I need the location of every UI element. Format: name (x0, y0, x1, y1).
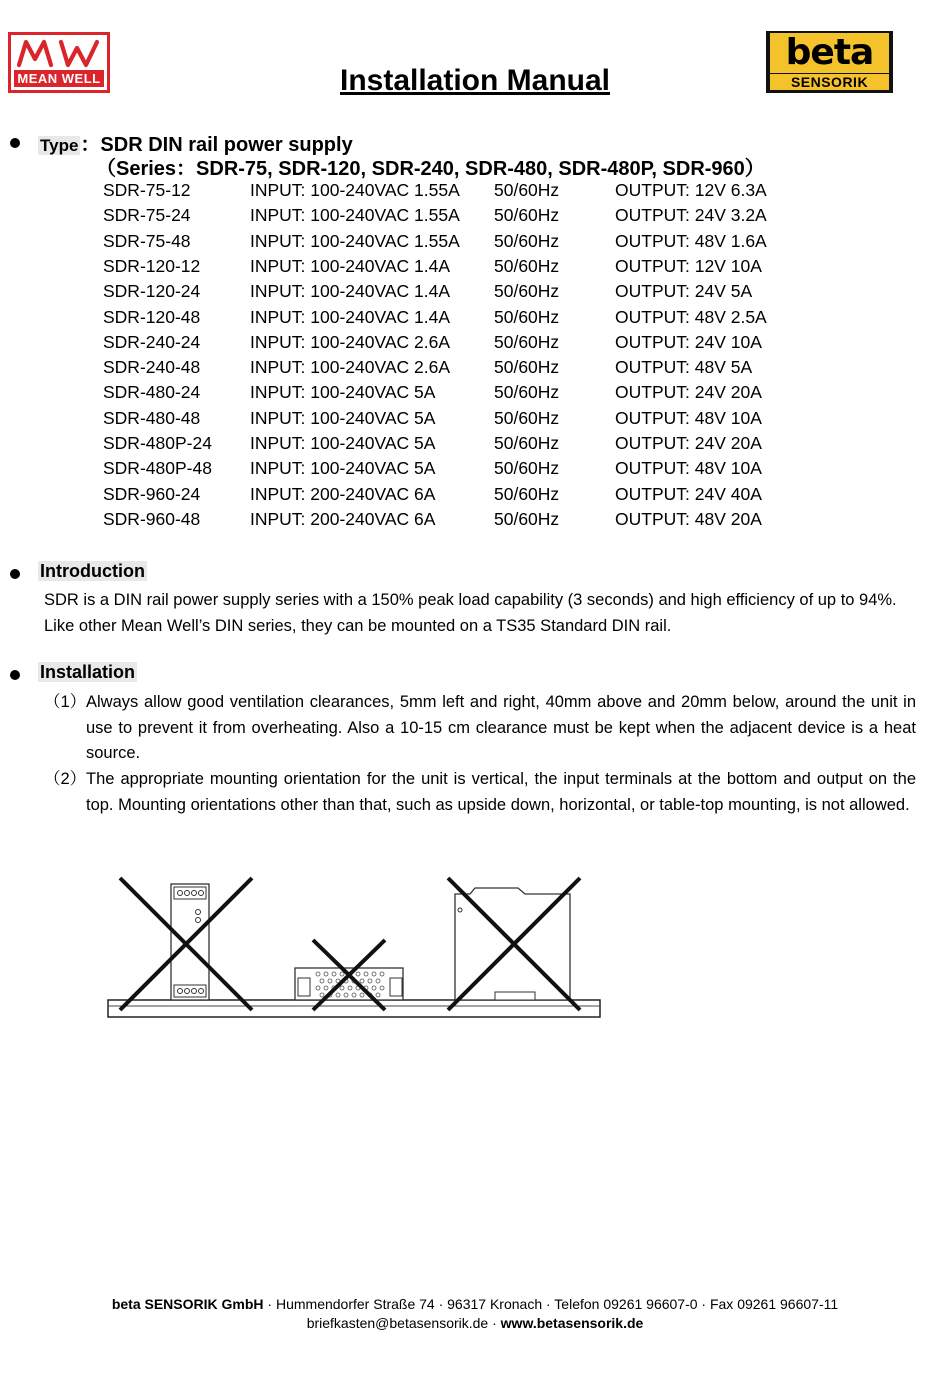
spec-input: INPUT: 100-240VAC 2.6A (250, 357, 451, 378)
introduction-line-1: SDR is a DIN rail power supply series with a 150% peak load capability (3 seconds) and high efficiency of up to 94%. (44, 591, 897, 609)
installation-item-number: （2） (44, 770, 87, 788)
spec-model: SDR-120-24 (103, 281, 201, 302)
spec-model: SDR-480P-48 (103, 458, 212, 479)
spec-row (0, 332, 950, 357)
type-text: SDR DIN rail power supply (100, 134, 353, 156)
spec-input: INPUT: 200-240VAC 6A (250, 483, 436, 504)
footer-address-line (0, 1296, 950, 1312)
spec-output: OUTPUT: 24V 10A (615, 331, 762, 352)
spec-row (0, 281, 950, 306)
spec-row (0, 205, 950, 230)
spec-frequency: 50/60Hz (494, 281, 560, 302)
beta-logo-sub: SENSORIK (770, 74, 889, 90)
spec-input: INPUT: 100-240VAC 5A (250, 433, 436, 453)
spec-output: OUTPUT: 48V 1.6A (615, 230, 767, 251)
spec-frequency: 50/60Hz (494, 357, 560, 378)
spec-output: OUTPUT: 24V 5A (615, 281, 753, 302)
unit-horizontal (295, 940, 403, 1010)
spec-model: SDR-960-24 (103, 483, 201, 504)
installation-item-text: The appropriate mounting orientation for the unit is vertical, the input terminals at the bottom and output on the top. Mounting orientations other than that, such as upside down, horizontal, or table-top mounting, is not allowed. (86, 770, 916, 814)
footer-email: briefkasten@betasensorik.de · (306, 1315, 501, 1331)
footer-address: · Hummendorfer Straße 74 · 96317 Kronach · Telefon 09261 96607-0 · Fax 09261 96607-11 (263, 1296, 839, 1312)
spec-row (0, 231, 950, 256)
spec-output: OUTPUT: 24V 40A (615, 483, 762, 504)
spec-frequency: 50/60Hz (494, 483, 560, 504)
spec-frequency: 50/60Hz (494, 508, 560, 529)
spec-model: SDR-240-48 (103, 357, 201, 378)
spec-row (0, 307, 950, 332)
spec-row (0, 458, 950, 483)
spec-input: INPUT: 100-240VAC 5A (250, 382, 436, 403)
introduction-line-2: Like other Mean Well’s DIN series, they can be mounted on a TS35 Standard DIN rail. (44, 617, 672, 635)
spec-output: OUTPUT: 24V 20A (615, 433, 762, 453)
installation-item-number: （1） (44, 693, 87, 711)
spec-row (0, 484, 950, 509)
spec-model: SDR-120-48 (103, 306, 201, 327)
installation-heading (38, 662, 137, 683)
spec-input: INPUT: 100-240VAC 5A (250, 407, 436, 428)
spec-output: OUTPUT: 12V 10A (615, 255, 762, 276)
spec-input: INPUT: 100-240VAC 2.6A (250, 331, 451, 352)
spec-output: OUTPUT: 24V 3.2A (615, 205, 767, 226)
spec-output: OUTPUT: 24V 20A (615, 382, 762, 403)
spec-model: SDR-75-24 (103, 205, 191, 226)
spec-frequency: 50/60Hz (494, 205, 560, 226)
type-label: Type (40, 136, 79, 155)
spec-model: SDR-75-48 (103, 230, 191, 251)
spec-frequency: 50/60Hz (494, 382, 560, 403)
installation-item-1 (44, 690, 916, 768)
spec-input: INPUT: 100-240VAC 1.4A (250, 281, 451, 302)
spec-row (0, 382, 950, 407)
spec-input: INPUT: 100-240VAC 1.55A (250, 180, 460, 200)
mean-well-logo-text: MEAN WELL (14, 70, 104, 87)
spec-output: OUTPUT: 48V 10A (615, 458, 762, 479)
page-title: Installation Manual (339, 64, 611, 97)
unit-upside-down (120, 878, 252, 1010)
mounting-orientation-diagram (100, 870, 610, 1025)
din-rail (108, 1000, 600, 1017)
spec-model: SDR-480-24 (103, 382, 201, 403)
type-colon: ： (80, 134, 101, 156)
spec-output: OUTPUT: 48V 2.5A (615, 306, 767, 327)
spec-input: INPUT: 100-240VAC 1.55A (250, 205, 460, 226)
unit-table-top (448, 878, 580, 1010)
spec-row (0, 357, 950, 382)
introduction-heading (38, 561, 147, 582)
spec-input: INPUT: 100-240VAC 1.4A (250, 255, 451, 276)
spec-model: SDR-75-12 (103, 180, 191, 200)
footer-contact-line (0, 1315, 950, 1331)
spec-model: SDR-960-48 (103, 508, 201, 529)
spec-row (0, 433, 950, 458)
spec-model: SDR-480-48 (103, 407, 201, 428)
spec-row (0, 180, 950, 205)
introduction-heading-label: Introduction (40, 561, 145, 581)
installation-heading-label: Installation (40, 662, 136, 682)
spec-frequency: 50/60Hz (494, 230, 560, 251)
spec-output: OUTPUT: 48V 10A (615, 407, 762, 428)
footer-company: beta SENSORIK GmbH (111, 1296, 264, 1312)
spec-row (0, 256, 950, 281)
spec-frequency: 50/60Hz (494, 255, 560, 276)
introduction-text (44, 587, 934, 639)
series-line: （Series：SDR-75, SDR-120, SDR-240, SDR-480, SDR-480P, SDR-960） (96, 158, 765, 180)
spec-model: SDR-240-24 (103, 331, 201, 352)
spec-frequency: 50/60Hz (494, 407, 560, 428)
bullet-installation (10, 670, 20, 680)
bullet-type (10, 138, 20, 148)
spec-row (0, 408, 950, 433)
spec-frequency: 50/60Hz (494, 458, 560, 479)
bullet-introduction (10, 569, 20, 579)
spec-frequency: 50/60Hz (494, 433, 560, 453)
spec-output: OUTPUT: 48V 20A (615, 508, 762, 529)
spec-output: OUTPUT: 12V 6.3A (615, 180, 767, 200)
beta-logo-word: beta (770, 33, 889, 73)
spec-row (0, 509, 950, 534)
spec-frequency: 50/60Hz (494, 306, 560, 327)
spec-frequency: 50/60Hz (494, 180, 560, 200)
spec-input: INPUT: 200-240VAC 6A (250, 508, 436, 529)
spec-output: OUTPUT: 48V 5A (615, 357, 753, 378)
spec-model: SDR-480P-24 (103, 433, 212, 453)
spec-input: INPUT: 100-240VAC 1.4A (250, 306, 451, 327)
spec-table (0, 180, 950, 540)
spec-frequency: 50/60Hz (494, 331, 560, 352)
spec-input: INPUT: 100-240VAC 1.55A (250, 230, 460, 251)
footer-website[interactable]: www.betasensorik.de (500, 1315, 644, 1331)
installation-item-text: Always allow good ventilation clearances, 5mm left and right, 40mm above and 20mm below, around the unit in use to prevent it from overheating. Also a 10-15 cm clearance must be kept when the adjacent device is a heat source. (86, 693, 916, 762)
spec-input: INPUT: 100-240VAC 5A (250, 458, 436, 479)
installation-item-2 (44, 767, 916, 845)
spec-model: SDR-120-12 (103, 255, 201, 276)
